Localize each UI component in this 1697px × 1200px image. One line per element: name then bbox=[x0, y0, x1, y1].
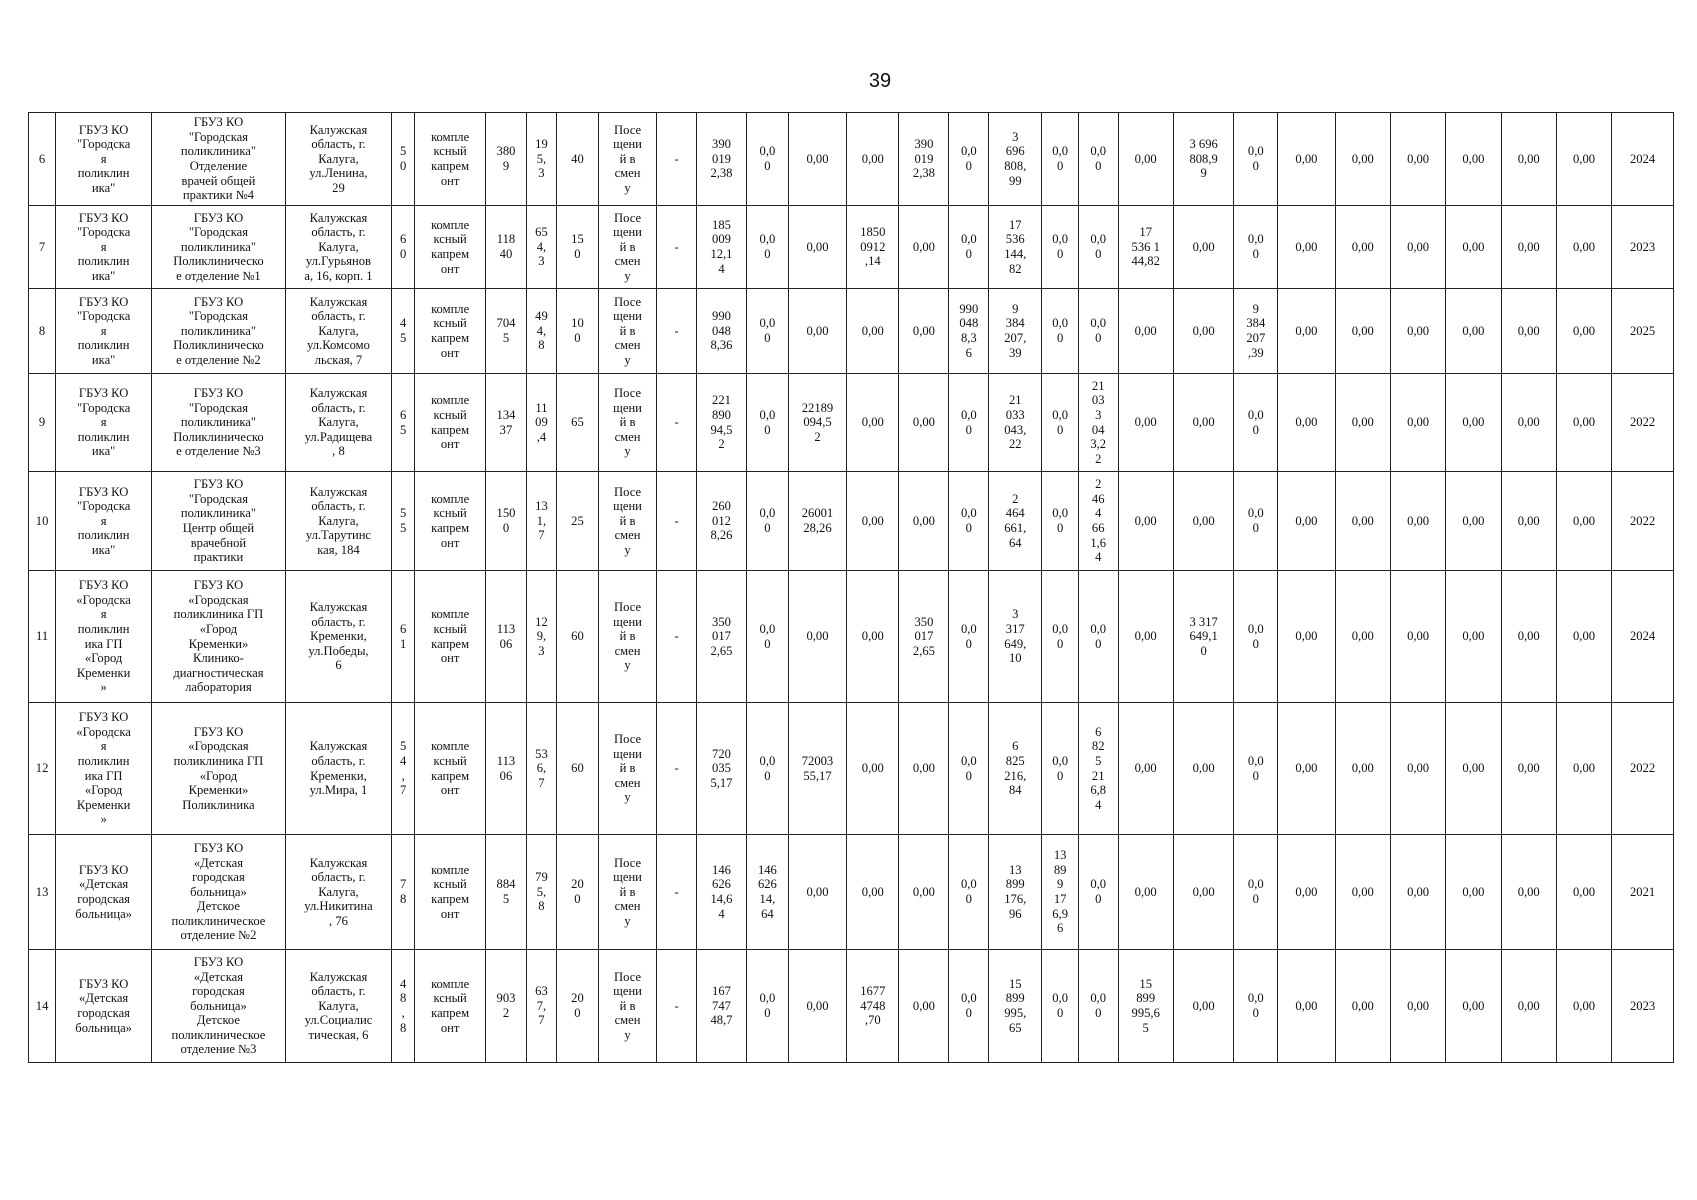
table-cell: 990 048 8,3 6 bbox=[949, 289, 989, 374]
table-cell: 0,00 bbox=[1501, 472, 1556, 571]
table-cell: 0,0 0 bbox=[1234, 703, 1278, 835]
table-cell: Калужская область, г. Калуга, ул.Никитина , 76 bbox=[285, 835, 391, 950]
table-cell: ГБУЗ КО "Городская поликлиника" Отделение врачей общей практики №4 bbox=[152, 113, 286, 206]
table-cell: 0,00 bbox=[847, 703, 899, 835]
table-cell: Калужская область, г. Калуга, ул.Гурьянов а, 16, корп. 1 bbox=[285, 206, 391, 289]
table-cell: 21 03 3 04 3,2 2 bbox=[1078, 374, 1118, 472]
table-cell: 0,00 bbox=[1446, 950, 1501, 1063]
table-row bbox=[29, 472, 1674, 571]
table-cell: 0,0 0 bbox=[747, 472, 789, 571]
table-cell: 0,00 bbox=[847, 113, 899, 206]
table-cell: 0,00 bbox=[1556, 835, 1611, 950]
table-cell: 0,0 0 bbox=[949, 113, 989, 206]
table-cell: 0,0 0 bbox=[1234, 835, 1278, 950]
table-cell: 380 9 bbox=[486, 113, 527, 206]
table-cell: Калужская область, г. Калуга, ул.Радищева , 8 bbox=[285, 374, 391, 472]
table-cell: Калужская область, г. Кременки, ул.Мира, 1 bbox=[285, 703, 391, 835]
table-cell: 13 89 9 17 6,9 6 bbox=[1042, 835, 1079, 950]
table-cell: 0,00 bbox=[1446, 835, 1501, 950]
table-cell: 5 4 , 7 bbox=[392, 703, 415, 835]
table-cell: 49 4, 8 bbox=[526, 289, 556, 374]
table-cell: 0,00 bbox=[1501, 113, 1556, 206]
table-cell: ГБУЗ КО "Городска я поликлин ика" bbox=[56, 206, 152, 289]
table-cell: 0,00 bbox=[1501, 950, 1556, 1063]
table-cell: 0,00 bbox=[1278, 950, 1335, 1063]
table-cell: 13 1, 7 bbox=[526, 472, 556, 571]
table-cell: 0,0 0 bbox=[1078, 206, 1118, 289]
table-cell: 146 626 14, 64 bbox=[747, 835, 789, 950]
table-cell: 221 890 94,5 2 bbox=[696, 374, 746, 472]
table-cell: 25 bbox=[557, 472, 599, 571]
table-cell: 0,00 bbox=[1390, 289, 1445, 374]
table-cell: - bbox=[657, 374, 697, 472]
table-cell: 0,00 bbox=[1335, 571, 1390, 703]
table-cell: 118 40 bbox=[486, 206, 527, 289]
table-cell: Посе щени й в смен у bbox=[598, 206, 656, 289]
table-cell: 0,00 bbox=[1278, 206, 1335, 289]
table-cell: 0,00 bbox=[788, 289, 846, 374]
table-cell: компле ксный капрем онт bbox=[415, 472, 486, 571]
table-cell: 60 bbox=[557, 703, 599, 835]
table-cell: 0,00 bbox=[1278, 472, 1335, 571]
table-cell: 40 bbox=[557, 113, 599, 206]
table-cell: 0,00 bbox=[899, 835, 949, 950]
table-cell: 0,00 bbox=[1556, 703, 1611, 835]
table-cell: ГБУЗ КО "Городска я поликлин ика" bbox=[56, 472, 152, 571]
table-cell: 0,00 bbox=[1501, 206, 1556, 289]
table-cell: 0,00 bbox=[1390, 950, 1445, 1063]
table-cell: 6 825 216, 84 bbox=[989, 703, 1042, 835]
table-cell: 0,00 bbox=[1173, 289, 1234, 374]
table-cell: Посе щени й в смен у bbox=[598, 374, 656, 472]
table-cell: 0,00 bbox=[1335, 703, 1390, 835]
table-cell: 0,00 bbox=[1173, 472, 1234, 571]
table-cell: 9 384 207, 39 bbox=[989, 289, 1042, 374]
table-cell: 26001 28,26 bbox=[788, 472, 846, 571]
table-cell: 0,00 bbox=[1335, 289, 1390, 374]
table-cell: 0,0 0 bbox=[747, 950, 789, 1063]
table-cell: 17 536 1 44,82 bbox=[1118, 206, 1173, 289]
table-cell: 5 5 bbox=[392, 472, 415, 571]
table-cell: ГБУЗ КО «Детская городская больница» Детское поликлиническое отделение №3 bbox=[152, 950, 286, 1063]
table-cell: 146 626 14,6 4 bbox=[696, 835, 746, 950]
table-cell: 21 033 043, 22 bbox=[989, 374, 1042, 472]
table-cell: 0,00 bbox=[1335, 835, 1390, 950]
table-cell: 6 0 bbox=[392, 206, 415, 289]
table-cell: 0,00 bbox=[1335, 950, 1390, 1063]
table-cell: 22189 094,5 2 bbox=[788, 374, 846, 472]
table-cell: - bbox=[657, 113, 697, 206]
table-cell: 720 035 5,17 bbox=[696, 703, 746, 835]
table-cell: 0,00 bbox=[788, 571, 846, 703]
table-cell: 185 009 12,1 4 bbox=[696, 206, 746, 289]
table-cell: 0,00 bbox=[1556, 950, 1611, 1063]
table-cell: 903 2 bbox=[486, 950, 527, 1063]
table-cell: 0,00 bbox=[1335, 113, 1390, 206]
table-cell: Калужская область, г. Калуга, ул.Ленина, 29 bbox=[285, 113, 391, 206]
table-cell: 0,0 0 bbox=[747, 703, 789, 835]
table-cell: 0,0 0 bbox=[747, 571, 789, 703]
table-cell: 6 82 5 21 6,8 4 bbox=[1078, 703, 1118, 835]
table-cell: 0,00 bbox=[1446, 206, 1501, 289]
table-cell: 0,0 0 bbox=[1078, 835, 1118, 950]
table-cell: 0,00 bbox=[1173, 206, 1234, 289]
table-cell: 20 0 bbox=[557, 835, 599, 950]
table-cell: 2024 bbox=[1612, 113, 1674, 206]
table-cell: 0,0 0 bbox=[1078, 571, 1118, 703]
table-cell: 0,00 bbox=[788, 950, 846, 1063]
table-cell: 0,00 bbox=[1335, 206, 1390, 289]
table-cell: 0,0 0 bbox=[1234, 950, 1278, 1063]
table-cell: 150 0 bbox=[486, 472, 527, 571]
table-cell: компле ксный капрем онт bbox=[415, 950, 486, 1063]
table-cell: 0,00 bbox=[1118, 289, 1173, 374]
table-cell: 3 317 649,1 0 bbox=[1173, 571, 1234, 703]
table-cell: ГБУЗ КО «Детская городская больница» bbox=[56, 950, 152, 1063]
table-cell: 0,00 bbox=[847, 374, 899, 472]
table-cell: 0,0 0 bbox=[949, 472, 989, 571]
table-cell: ГБУЗ КО "Городская поликлиника" Центр общей врачебной практики bbox=[152, 472, 286, 571]
table-cell: 0,00 bbox=[899, 206, 949, 289]
table-cell: Посе щени й в смен у bbox=[598, 950, 656, 1063]
table-cell: 0,00 bbox=[788, 835, 846, 950]
table-cell: 2023 bbox=[1612, 950, 1674, 1063]
table-cell: 10 bbox=[29, 472, 56, 571]
table-cell: компле ксный капрем онт bbox=[415, 113, 486, 206]
table-cell: 65 bbox=[557, 374, 599, 472]
table-cell: 0,0 0 bbox=[747, 206, 789, 289]
table-cell: - bbox=[657, 289, 697, 374]
table-cell: 0,00 bbox=[1446, 289, 1501, 374]
table-cell: 0,00 bbox=[788, 113, 846, 206]
table-cell: 0,00 bbox=[1501, 703, 1556, 835]
table-cell: 0,0 0 bbox=[1078, 950, 1118, 1063]
table-cell: - bbox=[657, 950, 697, 1063]
page-number: 39 bbox=[868, 70, 892, 92]
table-cell: 0,00 bbox=[847, 289, 899, 374]
table-cell: 113 06 bbox=[486, 571, 527, 703]
table-cell: 0,00 bbox=[1501, 835, 1556, 950]
table-cell: 350 017 2,65 bbox=[899, 571, 949, 703]
table-cell: 0,00 bbox=[1118, 835, 1173, 950]
table-cell: компле ксный капрем онт bbox=[415, 374, 486, 472]
table-cell: Посе щени й в смен у bbox=[598, 571, 656, 703]
table-cell: 0,00 bbox=[1278, 703, 1335, 835]
table-row bbox=[29, 289, 1674, 374]
table-cell: 0,00 bbox=[1446, 703, 1501, 835]
table-cell: Калужская область, г. Калуга, ул.Комсомо льская, 7 bbox=[285, 289, 391, 374]
table-cell: 0,0 0 bbox=[949, 206, 989, 289]
table-cell: 0,00 bbox=[899, 289, 949, 374]
table-cell: 0,00 bbox=[1556, 206, 1611, 289]
table-cell: 0,00 bbox=[1501, 374, 1556, 472]
table-cell: 0,00 bbox=[1118, 703, 1173, 835]
table-cell: 0,00 bbox=[1390, 472, 1445, 571]
table-cell: 14 bbox=[29, 950, 56, 1063]
table-cell: 2023 bbox=[1612, 206, 1674, 289]
table-cell: 9 384 207 ,39 bbox=[1234, 289, 1278, 374]
table-cell: 15 0 bbox=[557, 206, 599, 289]
table-row bbox=[29, 703, 1674, 835]
table-cell: 167 747 48,7 bbox=[696, 950, 746, 1063]
table-cell: 7 8 bbox=[392, 835, 415, 950]
table-cell: 0,0 0 bbox=[1042, 374, 1079, 472]
table-cell: 20 0 bbox=[557, 950, 599, 1063]
table-cell: 6 5 bbox=[392, 374, 415, 472]
table-cell: 0,00 bbox=[1118, 113, 1173, 206]
table-cell: 0,0 0 bbox=[949, 703, 989, 835]
table-cell: 0,00 bbox=[1278, 289, 1335, 374]
table-cell: 0,0 0 bbox=[1234, 206, 1278, 289]
table-cell: 0,0 0 bbox=[1234, 374, 1278, 472]
table-cell: 0,00 bbox=[899, 950, 949, 1063]
table-cell: - bbox=[657, 835, 697, 950]
table-cell: 0,00 bbox=[1278, 113, 1335, 206]
table-row bbox=[29, 206, 1674, 289]
table-cell: 0,00 bbox=[847, 472, 899, 571]
table-cell: компле ксный капрем онт bbox=[415, 835, 486, 950]
table-row bbox=[29, 571, 1674, 703]
table-cell: компле ксный капрем онт bbox=[415, 571, 486, 703]
table-cell: 0,00 bbox=[1390, 571, 1445, 703]
table-cell: 134 37 bbox=[486, 374, 527, 472]
table-cell: 0,00 bbox=[1390, 703, 1445, 835]
table-cell: 0,00 bbox=[1390, 374, 1445, 472]
table-cell: 990 048 8,36 bbox=[696, 289, 746, 374]
table-cell: 2021 bbox=[1612, 835, 1674, 950]
table-cell: 79 5, 8 bbox=[526, 835, 556, 950]
table-cell: 0,00 bbox=[1556, 289, 1611, 374]
table-cell: 0,0 0 bbox=[1042, 472, 1079, 571]
table-cell: 0,0 0 bbox=[1078, 113, 1118, 206]
table-cell: 7 bbox=[29, 206, 56, 289]
table-cell: 17 536 144, 82 bbox=[989, 206, 1042, 289]
table-cell: 0,00 bbox=[899, 472, 949, 571]
table-cell: 0,00 bbox=[1446, 113, 1501, 206]
table-cell: Посе щени й в смен у bbox=[598, 835, 656, 950]
table-cell: 0,00 bbox=[1118, 472, 1173, 571]
table-cell: 884 5 bbox=[486, 835, 527, 950]
table-cell: 11 bbox=[29, 571, 56, 703]
table-cell: 0,00 bbox=[1173, 703, 1234, 835]
table-cell: 12 bbox=[29, 703, 56, 835]
table-cell: 0,00 bbox=[1278, 571, 1335, 703]
capital-repair-table bbox=[28, 112, 1674, 1063]
table-cell: 0,00 bbox=[1501, 289, 1556, 374]
table-cell: - bbox=[657, 206, 697, 289]
table-cell: - bbox=[657, 703, 697, 835]
table-cell: 3 317 649, 10 bbox=[989, 571, 1042, 703]
table-cell: 2022 bbox=[1612, 703, 1674, 835]
table-cell: 4 5 bbox=[392, 289, 415, 374]
table-row bbox=[29, 950, 1674, 1063]
table-cell: ГБУЗ КО "Городска я поликлин ика" bbox=[56, 289, 152, 374]
table-cell: 0,00 bbox=[1446, 374, 1501, 472]
table-cell: 260 012 8,26 bbox=[696, 472, 746, 571]
table-cell: 0,00 bbox=[1335, 472, 1390, 571]
table-cell: 0,00 bbox=[1556, 571, 1611, 703]
table-cell: 0,00 bbox=[1390, 206, 1445, 289]
table-cell: Посе щени й в смен у bbox=[598, 703, 656, 835]
table-cell: 2025 bbox=[1612, 289, 1674, 374]
table-cell: 63 7, 7 bbox=[526, 950, 556, 1063]
table-cell: ГБУЗ КО "Городска я поликлин ика" bbox=[56, 374, 152, 472]
table-cell: 6 bbox=[29, 113, 56, 206]
table-cell: 0,0 0 bbox=[1042, 571, 1079, 703]
table-cell: 0,00 bbox=[1118, 571, 1173, 703]
table-cell: 704 5 bbox=[486, 289, 527, 374]
table-cell: ГБУЗ КО «Городская поликлиника ГП «Город Кременки» Клинико- диагностическая лаборатория bbox=[152, 571, 286, 703]
table-cell: 0,00 bbox=[1390, 113, 1445, 206]
table-cell: 0,0 0 bbox=[1042, 950, 1079, 1063]
table-cell: 13 bbox=[29, 835, 56, 950]
table-cell: ГБУЗ КО «Детская городская больница» Детское поликлиническое отделение №2 bbox=[152, 835, 286, 950]
table-cell: 9 bbox=[29, 374, 56, 472]
table-cell: 0,00 bbox=[899, 374, 949, 472]
table-cell: 2022 bbox=[1612, 472, 1674, 571]
table-cell: 0,00 bbox=[1556, 113, 1611, 206]
table-cell: 13 899 176, 96 bbox=[989, 835, 1042, 950]
table-cell: компле ксный капрем онт bbox=[415, 206, 486, 289]
table-cell: 0,00 bbox=[788, 206, 846, 289]
table-cell: Калужская область, г. Калуга, ул.Тарутинс кая, 184 bbox=[285, 472, 391, 571]
table-cell: 0,00 bbox=[847, 835, 899, 950]
table-cell: 0,0 0 bbox=[949, 571, 989, 703]
table-cell: 8 bbox=[29, 289, 56, 374]
table-cell: 350 017 2,65 bbox=[696, 571, 746, 703]
table-cell: 0,00 bbox=[1335, 374, 1390, 472]
table-cell: 0,00 bbox=[1173, 835, 1234, 950]
table-cell: 0,00 bbox=[1556, 472, 1611, 571]
table-row bbox=[29, 113, 1674, 206]
table-cell: 113 06 bbox=[486, 703, 527, 835]
table-cell: 0,00 bbox=[1446, 472, 1501, 571]
table-cell: 0,0 0 bbox=[1078, 289, 1118, 374]
table-cell: 15 899 995, 65 bbox=[989, 950, 1042, 1063]
table-cell: 0,0 0 bbox=[747, 289, 789, 374]
table-cell: Посе щени й в смен у bbox=[598, 472, 656, 571]
table-cell: ГБУЗ КО "Городская поликлиника" Поликлиническо е отделение №1 bbox=[152, 206, 286, 289]
table-cell: 0,0 0 bbox=[1042, 289, 1079, 374]
table-cell: 0,0 0 bbox=[1042, 206, 1079, 289]
table-cell: компле ксный капрем онт bbox=[415, 703, 486, 835]
table-cell: 6 1 bbox=[392, 571, 415, 703]
table-cell: ГБУЗ КО "Городска я поликлин ика" bbox=[56, 113, 152, 206]
table-cell: Калужская область, г. Калуга, ул.Социалис тическая, 6 bbox=[285, 950, 391, 1063]
table-cell: Калужская область, г. Кременки, ул.Победы, 6 bbox=[285, 571, 391, 703]
table-cell: ГБУЗ КО "Городская поликлиника" Поликлиническо е отделение №2 bbox=[152, 289, 286, 374]
table-cell: 10 0 bbox=[557, 289, 599, 374]
table-cell: 60 bbox=[557, 571, 599, 703]
table-cell: ГБУЗ КО «Городска я поликлин ика ГП «Город Кременки » bbox=[56, 571, 152, 703]
table-cell: 4 8 , 8 bbox=[392, 950, 415, 1063]
table-cell: 0,0 0 bbox=[949, 950, 989, 1063]
table-cell: 0,0 0 bbox=[1042, 113, 1079, 206]
table-cell: 0,00 bbox=[1173, 950, 1234, 1063]
table-cell: 65 4, 3 bbox=[526, 206, 556, 289]
table-cell: 1677 4748 ,70 bbox=[847, 950, 899, 1063]
table-cell: 0,0 0 bbox=[949, 835, 989, 950]
table-cell: 2 464 661, 64 bbox=[989, 472, 1042, 571]
table-cell: - bbox=[657, 472, 697, 571]
table-cell: 3 696 808,9 9 bbox=[1173, 113, 1234, 206]
table-cell: 15 899 995,6 5 bbox=[1118, 950, 1173, 1063]
table-cell: 3 696 808, 99 bbox=[989, 113, 1042, 206]
table-cell: 0,00 bbox=[1278, 835, 1335, 950]
table-cell: Посе щени й в смен у bbox=[598, 289, 656, 374]
table-cell: ГБУЗ КО «Городская поликлиника ГП «Город Кременки» Поликлиника bbox=[152, 703, 286, 835]
table-cell: 0,00 bbox=[1118, 374, 1173, 472]
table-row bbox=[29, 835, 1674, 950]
table-cell: 12 9, 3 bbox=[526, 571, 556, 703]
table-cell: Посе щени й в смен у bbox=[598, 113, 656, 206]
table-cell: 0,00 bbox=[847, 571, 899, 703]
table-cell: 390 019 2,38 bbox=[696, 113, 746, 206]
table-cell: 390 019 2,38 bbox=[899, 113, 949, 206]
table-cell: 0,00 bbox=[1390, 835, 1445, 950]
table-cell: 0,00 bbox=[1446, 571, 1501, 703]
table-row bbox=[29, 374, 1674, 472]
table-cell: 19 5, 3 bbox=[526, 113, 556, 206]
table-cell: - bbox=[657, 571, 697, 703]
table-cell: 0,00 bbox=[899, 703, 949, 835]
table-cell: 0,0 0 bbox=[747, 113, 789, 206]
table-cell: 0,0 0 bbox=[1234, 472, 1278, 571]
table-cell: 5 0 bbox=[392, 113, 415, 206]
table-cell: 0,0 0 bbox=[747, 374, 789, 472]
table-cell: 0,00 bbox=[1278, 374, 1335, 472]
table-cell: 1850 0912 ,14 bbox=[847, 206, 899, 289]
table-cell: 0,00 bbox=[1173, 374, 1234, 472]
table-cell: 2 46 4 66 1,6 4 bbox=[1078, 472, 1118, 571]
table-cell: 53 6, 7 bbox=[526, 703, 556, 835]
table-cell: 11 09 ,4 bbox=[526, 374, 556, 472]
table-cell: 0,0 0 bbox=[949, 374, 989, 472]
table-cell: ГБУЗ КО "Городская поликлиника" Поликлиническо е отделение №3 bbox=[152, 374, 286, 472]
table-cell: ГБУЗ КО «Детская городская больница» bbox=[56, 835, 152, 950]
table-cell: 0,00 bbox=[1556, 374, 1611, 472]
table-cell: 2024 bbox=[1612, 571, 1674, 703]
table-cell: 2022 bbox=[1612, 374, 1674, 472]
table-cell: 0,0 0 bbox=[1042, 703, 1079, 835]
table-cell: 0,0 0 bbox=[1234, 571, 1278, 703]
table-cell: ГБУЗ КО «Городска я поликлин ика ГП «Город Кременки » bbox=[56, 703, 152, 835]
table-cell: 0,00 bbox=[1501, 571, 1556, 703]
table-cell: 0,0 0 bbox=[1234, 113, 1278, 206]
table-cell: 72003 55,17 bbox=[788, 703, 846, 835]
table-cell: компле ксный капрем онт bbox=[415, 289, 486, 374]
